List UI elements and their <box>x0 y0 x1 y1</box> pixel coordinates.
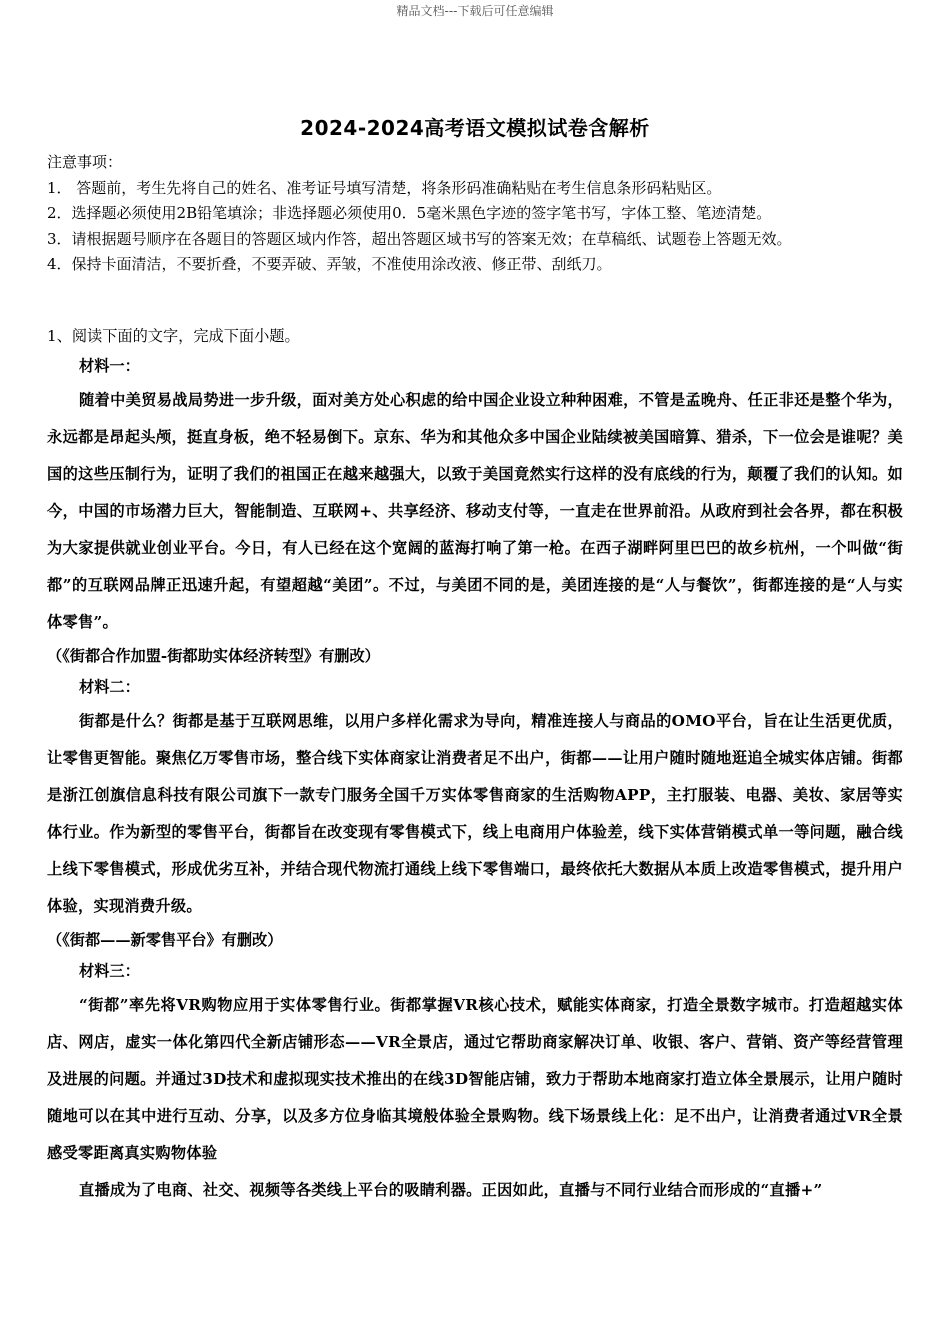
header-watermark: 精品文档---下载后可任意编辑 <box>396 4 554 18</box>
material-2-text: 街都是什么？街都是基于互联网思维，以用户多样化需求为导向，精准连接人与商品的OMO平台，旨在让生活更优质，让零售更智能。聚焦亿万零售市场，整合线下实体商家让消费者足不出户，街都——让用户随时随地逛追全城实体店铺。街都是浙江创旗信息科技有限公司旗下一款专门服务全国千万实体零售商家的生活购物APP，主打服装、电器、美妆、家居等实体行业。作为新型的零售平台，街都旨在改变现有零售模式下，线上电商用户体验差，线下实体营销模式单一等问题，融合线上线下零售模式，形成优劣互补，并结合现代物流打通线上线下零售端口，最终依托大数据从本质上改造零售模式，提升用户体验，实现消费升级。 <box>47 712 903 915</box>
material-1-text: 随着中美贸易战局势进一步升级，面对美方处心积虑的给中国企业设立种种困难，不管是孟晚舟、任正非还是整个华为，永远都是昂起头颅，挺直身板，绝不轻易倒下。京东、华为和其他众多中国企业陆续被美国暗算、猎杀，下一位会是谁呢？美国的这些压制行为，证明了我们的祖国正在越来越强大，以致于美国竟然实行这样的没有底线的行为，颠覆了我们的认知。如今，中国的市场潜力巨大，智能制造、互联网+、共享经济、移动支付等，一直走在世界前沿。从政府到社会各界，都在积极为大家提供就业创业平台。今日，有人已经在这个宽阔的蓝海打响了第一枪。在西子湖畔阿里巴巴的故乡杭州，一个叫做“街都”的互联网品牌正迅速升起，有望超越“美团”。不过，与美团不同的是，美团连接的是“人与餐饮”，街都连接的是“人与实体零售”。 <box>47 391 903 631</box>
question-heading: 1、阅读下面的文字，完成下面小题。 <box>47 327 300 345</box>
material-3-text-continued: 直播成为了电商、社交、视频等各类线上平台的吸睛利器。正因如此，直播与不同行业结合而形成的“直播+” <box>79 1181 823 1199</box>
page-title: 2024-2024高考语文模拟试卷含解析 <box>300 116 650 140</box>
material-1-label: 材料一： <box>79 357 140 375</box>
notice-item: 4．保持卡面清洁，不要折叠，不要弄破、弄皱，不准使用涂改液、修正带、刮纸刀。 <box>47 255 612 273</box>
material-3-text: “街都”率先将VR购物应用于实体零售行业。街都掌握VR核心技术，赋能实体商家，打造全景数字城市。打造超越实体店、网店，虚实一体化第四代全新店铺形态——VR全景店，通过它帮助商家解决订单、收银、客户、营销、资产等经营管理及进展的问题。并通过3D技术和虚拟现实技术推出的在线3D智能店铺，致力于帮助本地商家打造立体全景展示，让用户随时随地可以在其中进行互动、分享，以及多方位身临其境般体验全景购物。线下场景线上化：足不出户，让消费者通过VR全景感受零距离真实购物体验 <box>47 996 903 1162</box>
notice-item: 3．请根据题号顺序在各题目的答题区域内作答，超出答题区域书写的答案无效；在草稿纸、试题卷上答题无效。 <box>47 229 792 248</box>
material-1-source: （《街都合作加盟-街都助实体经济转型》有删改） <box>47 647 380 665</box>
material-2-source: （《街都——新零售平台》有删改） <box>47 931 283 949</box>
notice-heading: 注意事项： <box>47 153 123 171</box>
notice-item: 2．选择题必须使用2B铅笔填涂；非选择题必须使用0．5毫米黑色字迹的签字笔书写，字体工整、笔迹清楚。 <box>47 204 772 222</box>
notice-item: 1． 答题前，考生先将自己的姓名、准考证号填写清楚，将条形码准确粘贴在考生信息条形码粘贴区。 <box>47 178 722 197</box>
material-2-label: 材料二： <box>79 678 140 696</box>
material-3-label: 材料三： <box>79 962 140 980</box>
notice-section <box>47 150 907 278</box>
question-section <box>47 322 903 1209</box>
